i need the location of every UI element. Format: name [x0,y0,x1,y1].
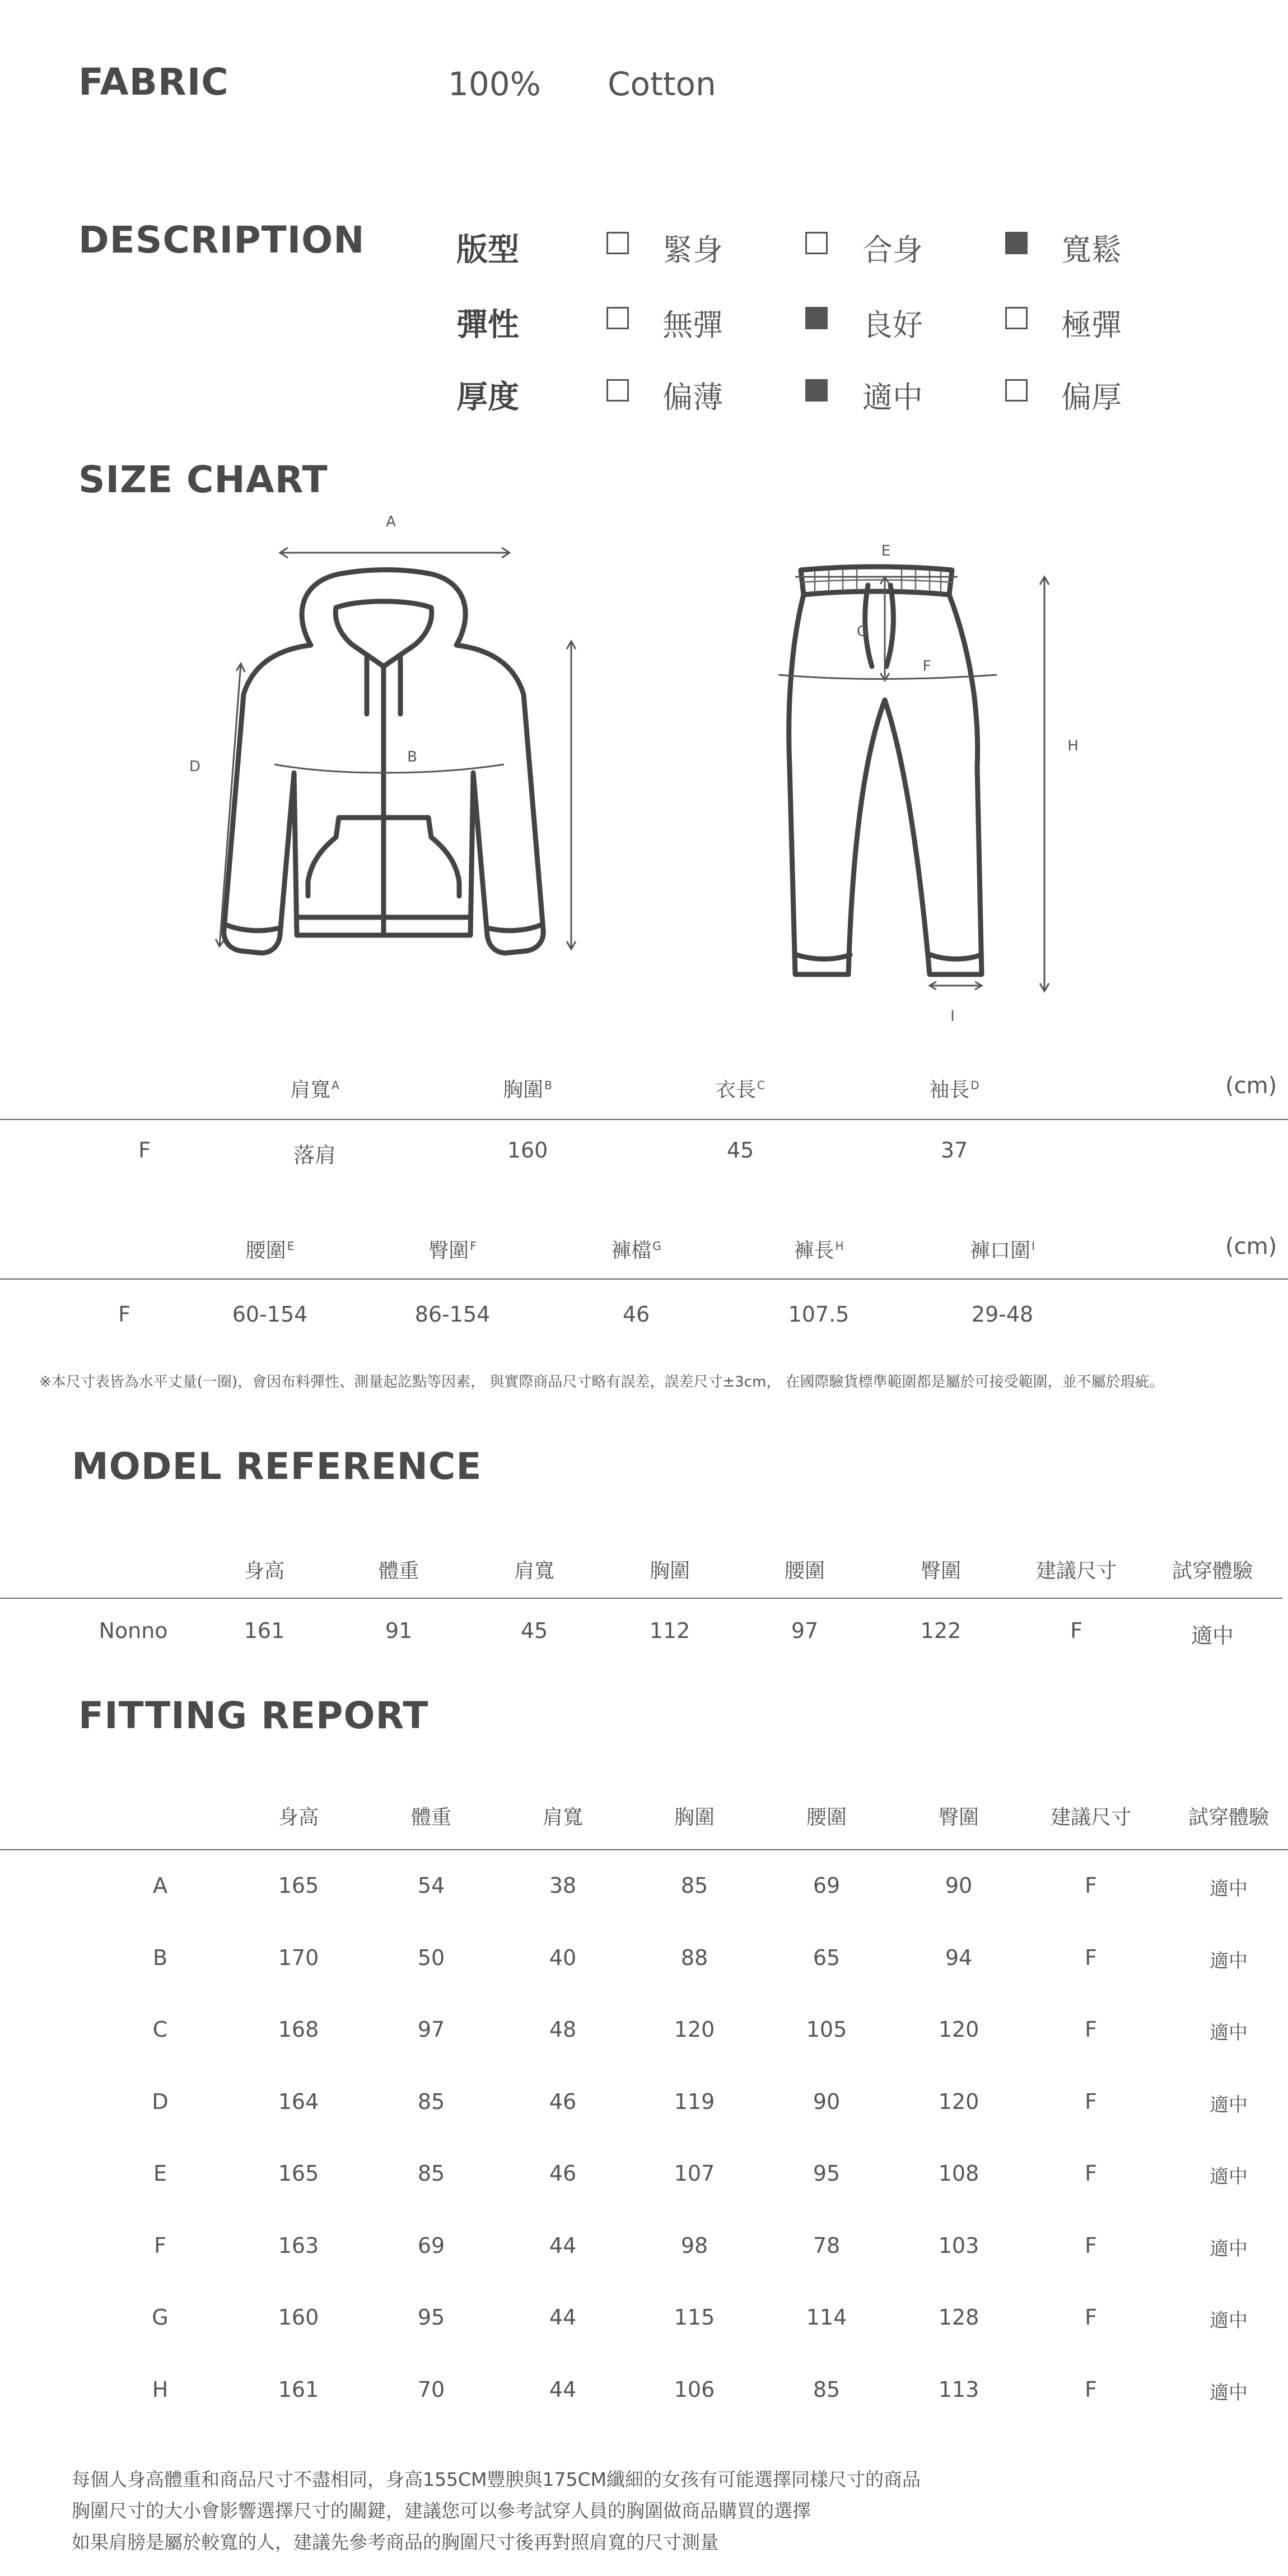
size-bottom-header [970,1235,1035,1263]
label-a: A [386,514,396,530]
header-text: 衣長 [716,1079,757,1102]
fitting-cell: 163 [278,2233,319,2258]
fitting-row-name: F [154,2233,166,2258]
size-chart-title: SIZE CHART [78,458,328,501]
model-cell: 91 [385,1618,413,1643]
header-sup: A [332,1079,339,1092]
label-b: B [407,749,417,766]
fitting-cell: 85 [417,2089,445,2114]
fitting-cell: 120 [938,2089,979,2114]
checkbox-label: 良好 [862,307,923,343]
header-text: 腰圍 [245,1239,286,1262]
fitting-row-name: B [152,1945,168,1970]
model-cell: 適中 [1191,1623,1234,1648]
footer-notes [72,2464,1248,2558]
fitting-header: 胸圍 [674,1806,715,1829]
fitting-cell: 50 [417,1945,445,1970]
table-rule [0,1598,1282,1599]
fitting-cell: 85 [680,1873,708,1898]
description-row-label: 彈性 [456,307,519,343]
fitting-row-name: E [153,2161,167,2186]
label-i: I [950,1008,955,1025]
fitting-cell: 108 [938,2161,979,2186]
fitting-cell: 46 [549,2161,577,2186]
size-top-cell: 45 [726,1138,754,1163]
checkbox-label: 偏厚 [1061,380,1122,415]
model-header: 腰圍 [784,1560,825,1583]
size-top-header [716,1074,765,1103]
header-text: 褲口圍 [970,1239,1031,1262]
fitting-cell: 113 [938,2377,979,2402]
fitting-cell: 40 [549,1945,577,1970]
fitting-header: 建議尺寸 [1050,1806,1132,1829]
fitting-row-name: A [153,1873,167,1898]
model-cell: 161 [244,1618,285,1643]
fitting-cell: 165 [278,2161,319,2186]
fitting-cell: 適中 [1210,2381,1248,2404]
fitting-header: 臀圍 [938,1806,979,1829]
fitting-cell: 95 [813,2161,841,2186]
fitting-cell: 161 [278,2377,319,2402]
fitting-cell: 107 [674,2161,715,2186]
model-header: 肩寬 [514,1560,555,1583]
pants-diagram [762,532,1086,1025]
checkbox-label: 極彈 [1061,307,1122,343]
size-top-cell: 160 [507,1138,548,1163]
checkbox-label: 適中 [862,380,923,415]
header-sup: G [652,1239,661,1253]
label-f: F [922,658,931,675]
header-text: 肩寬 [290,1079,331,1102]
model-header: 身高 [244,1560,285,1583]
model-cell: 112 [649,1618,690,1643]
header-text: 褲長 [794,1239,834,1262]
model-header: 胸圍 [649,1560,690,1583]
fitting-cell: 適中 [1210,2237,1248,2260]
fitting-cell: 168 [278,2017,319,2042]
checkbox[interactable] [606,307,629,329]
model-name: Nonno [99,1618,168,1643]
fitting-header: 身高 [278,1806,319,1829]
size-top-header [929,1074,979,1103]
model-reference-title: MODEL REFERENCE [72,1445,482,1488]
description-row-label: 厚度 [456,379,519,416]
model-cell: 122 [920,1618,962,1643]
fitting-cell: 44 [549,2377,577,2402]
table-rule [0,1849,1288,1850]
table-rule [0,1278,1288,1280]
size-bottom-header [611,1235,661,1263]
model-header: 體重 [378,1560,419,1583]
size-bottom-cell: 107.5 [788,1302,850,1327]
checkbox[interactable] [805,307,828,329]
fitting-cell: F [1085,2161,1097,2186]
label-d: D [189,758,201,775]
fabric-percent: 100% [448,65,541,103]
fitting-cell: 170 [278,1945,319,1970]
fitting-cell: F [1085,2233,1097,2258]
fitting-cell: 120 [938,2017,979,2042]
fitting-cell: 適中 [1210,1949,1248,1972]
fitting-cell: 164 [278,2089,319,2114]
model-header: 建議尺寸 [1035,1560,1117,1583]
unit-label: (cm) [1225,1234,1277,1259]
fitting-cell: 44 [549,2233,577,2258]
fabric-material: Cotton [608,65,716,103]
fitting-cell: 90 [945,1873,973,1898]
fitting-header: 腰圍 [806,1806,847,1829]
size-chart-note: ※本尺寸表皆為水平丈量(一圈)，會因布料彈性、測量起訖點等因素， 與實際商品尺寸略有誤差，誤差尺寸±3cm， 在國際驗貨標準範圍都是屬於可接受範圍，並不屬於瑕疵。 [39,1374,1164,1390]
fitting-cell: 120 [674,2017,715,2042]
fitting-cell: 48 [549,2017,577,2042]
fitting-cell: 115 [674,2305,715,2330]
fitting-cell: 69 [813,1873,841,1898]
fitting-cell: 適中 [1210,2093,1248,2116]
fitting-cell: 46 [549,2089,577,2114]
checkbox[interactable] [1005,232,1028,254]
size-label: F [118,1302,130,1327]
checkbox[interactable] [1005,379,1028,402]
checkbox[interactable] [805,232,828,254]
hoodie-hood [302,570,465,646]
checkbox-label: 寬鬆 [1061,232,1122,268]
header-text: 袖長 [929,1079,970,1102]
fitting-cell: 88 [680,1945,708,1970]
label-h: H [1067,738,1079,754]
header-sup: B [544,1079,552,1092]
fitting-cell: 38 [549,1873,577,1898]
fitting-cell: F [1085,2089,1097,2114]
footer-line: 每個人身高體重和商品尺寸不盡相同，身高155CM豐腴與175CM纖細的女孩有可能選擇同樣尺寸的商品 [72,2468,921,2490]
fitting-cell: 95 [417,2305,445,2330]
header-sup: C [757,1079,765,1092]
size-top-cell: 37 [940,1138,968,1163]
fitting-cell: 103 [938,2233,979,2258]
fitting-cell: 54 [417,1873,445,1898]
checkbox[interactable] [606,379,629,402]
fitting-cell: 適中 [1210,2022,1248,2044]
header-text: 臀圍 [428,1239,469,1262]
size-bottom-cell: 60-154 [232,1302,308,1327]
fitting-cell: 128 [938,2305,979,2330]
checkbox-label: 偏薄 [662,380,723,415]
fitting-header: 試穿體驗 [1188,1806,1270,1829]
fitting-cell: F [1085,1945,1097,1970]
fitting-cell: 165 [278,1873,319,1898]
size-top-header [503,1074,552,1103]
model-cell: 97 [791,1618,819,1643]
fitting-row-name: H [152,2377,169,2402]
hoodie-diagram [168,498,594,974]
fitting-cell: 適中 [1210,2309,1248,2332]
fitting-cell: 106 [674,2377,715,2402]
header-sup: E [287,1239,295,1253]
fitting-cell: F [1085,2305,1097,2330]
size-label: F [138,1138,151,1163]
fitting-cell: 114 [806,2305,847,2330]
table-rule [0,1119,1288,1120]
description-row-label: 版型 [456,232,519,268]
fitting-cell: 85 [813,2377,841,2402]
header-text: 褲檔 [611,1239,652,1262]
header-sup: I [1032,1239,1035,1253]
fitting-report-title: FITTING REPORT [78,1694,429,1737]
size-bottom-header [246,1235,295,1263]
label-g: G [856,623,869,640]
checkbox[interactable] [805,379,828,402]
fitting-row-name: C [152,2017,168,2042]
model-header: 試穿體驗 [1172,1560,1253,1583]
checkbox-label: 無彈 [662,307,723,343]
model-cell: 45 [520,1618,548,1643]
label-e: E [881,543,891,559]
hoodie-hood-inner [335,601,432,666]
size-bottom-cell: 46 [622,1302,650,1327]
fitting-cell: 90 [813,2089,841,2114]
fitting-cell: 97 [417,2017,445,2042]
fitting-cell: F [1085,2017,1097,2042]
fitting-row-name: G [152,2305,169,2330]
footer-line: 胸圍尺寸的大小會影響選擇尺寸的關鍵，建議您可以參考試穿人員的胸圍做商品購買的選擇 [72,2500,811,2522]
header-sup: F [470,1239,477,1253]
fitting-cell: 94 [945,1945,973,1970]
size-top-header [290,1074,339,1103]
size-bottom-header [428,1235,477,1263]
fitting-cell: 70 [417,2377,445,2402]
fitting-cell: 65 [813,1945,841,1970]
header-sup: D [970,1079,979,1092]
size-bottom-header [794,1235,843,1263]
fitting-cell: 160 [278,2305,319,2330]
fitting-cell: 85 [417,2161,445,2186]
fitting-cell: 98 [680,2233,708,2258]
header-sup: H [835,1239,844,1253]
model-cell: F [1070,1618,1082,1643]
description-title: DESCRIPTION [78,218,365,262]
checkbox[interactable] [606,232,629,254]
fitting-cell: 119 [674,2089,715,2114]
checkbox[interactable] [1005,307,1028,329]
fitting-header: 肩寬 [542,1806,584,1829]
fitting-cell: 69 [417,2233,445,2258]
size-top-cell: 落肩 [293,1143,337,1168]
fitting-row-name: D [152,2089,169,2114]
model-header: 臀圍 [920,1560,962,1583]
unit-label: (cm) [1225,1073,1277,1099]
footer-line: 如果肩膀是屬於較寬的人，建議先參考商品的胸圍尺寸後再對照肩寬的尺寸測量 [72,2531,718,2553]
fabric-title: FABRIC [78,60,229,104]
header-text: 胸圍 [503,1079,544,1102]
checkbox-label: 緊身 [662,232,723,268]
fitting-header: 體重 [410,1806,452,1829]
size-bottom-cell: 29-48 [971,1302,1034,1327]
fitting-cell: F [1085,1873,1097,1898]
fitting-cell: 105 [806,2017,847,2042]
size-bottom-cell: 86-154 [414,1302,491,1327]
fitting-cell: 78 [813,2233,841,2258]
fitting-cell: 適中 [1210,2166,1248,2188]
fitting-cell: F [1085,2377,1097,2402]
fitting-cell: 44 [549,2305,577,2330]
fitting-cell: 適中 [1210,1878,1248,1900]
checkbox-label: 合身 [862,232,923,268]
